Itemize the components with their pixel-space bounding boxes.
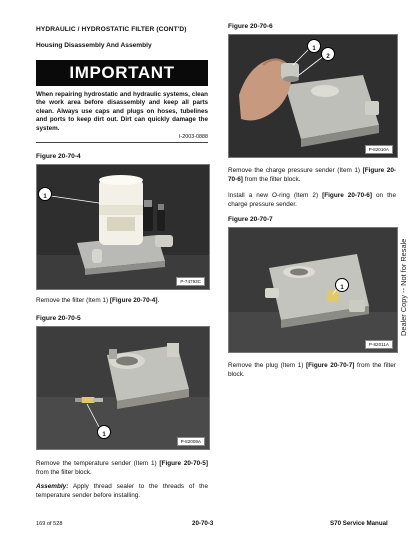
callout-number: 1 (102, 432, 106, 438)
figure-20-70-6-photo (228, 34, 398, 158)
figure-20-70-4-photo (36, 164, 210, 290)
charge-sender-photo (229, 35, 397, 157)
callout-number: 1 (312, 46, 316, 52)
figure-label: Figure 20-70-6 (228, 23, 273, 30)
photo-code: P-82009A (177, 437, 205, 446)
photo-code: P-82010A (365, 145, 393, 154)
dealer-copy-watermark: Dealer Copy -- Not for Resale (399, 238, 408, 336)
photo-code: P-74793C (176, 277, 205, 286)
assembly-note: Assembly: Apply thread sealer to the threads of the temperature sender before installing. (36, 483, 208, 499)
page-number: 20-70-3 (192, 520, 214, 527)
subsection-title: Housing Disassembly And Assembly (36, 42, 152, 49)
important-banner: IMPORTANT (36, 60, 208, 86)
important-text: When repairing hydrostatic and hydraulic systems, clean the work area before disassembly and keep all parts clean. Always use caps and plugs on hoses, tubelines and ports to keep dirt out. Dirt can quickly damage the system. (36, 91, 208, 132)
callout-number: 1 (43, 194, 47, 200)
instruction-remove-charge-sender: Remove the charge pressure sender (Item 1) [Figure 20-70-6] from the filter block. (228, 167, 396, 183)
section-title: HYDRAULIC / HYDROSTATIC FILTER (CONT'D) (36, 26, 187, 33)
figure-20-70-5-photo (36, 326, 210, 450)
photo-code: P-82011A (365, 340, 393, 349)
figure-20-70-7-photo (228, 227, 398, 353)
page-count: 169 of 528 (36, 521, 63, 527)
instruction-remove-filter: Remove the filter (Item 1) [Figure 20-70-4]. (36, 297, 160, 304)
divider (36, 142, 208, 143)
important-code: I-2003-0888 (178, 134, 208, 140)
instruction-remove-plug: Remove the plug (Item 1) [Figure 20-70-7] from the filter block. (228, 362, 396, 378)
filter-photo (37, 165, 209, 289)
figure-label: Figure 20-70-4 (36, 153, 81, 160)
instruction-install-oring: Install a new O-ring (Item 2) [Figure 20-70-6] on the charge pressure sender. (228, 192, 396, 208)
instruction-remove-temp-sender: Remove the temperature sender (Item 1) [Figure 20-70-5] from the filter block. (36, 460, 208, 476)
temperature-sender-photo (37, 327, 209, 449)
figure-label: Figure 20-70-7 (228, 216, 273, 223)
manual-title: S70 Service Manual (330, 520, 388, 527)
callout-number: 2 (326, 54, 330, 60)
plug-photo (229, 228, 397, 352)
callout-number: 1 (340, 285, 344, 291)
figure-label: Figure 20-70-5 (36, 315, 81, 322)
